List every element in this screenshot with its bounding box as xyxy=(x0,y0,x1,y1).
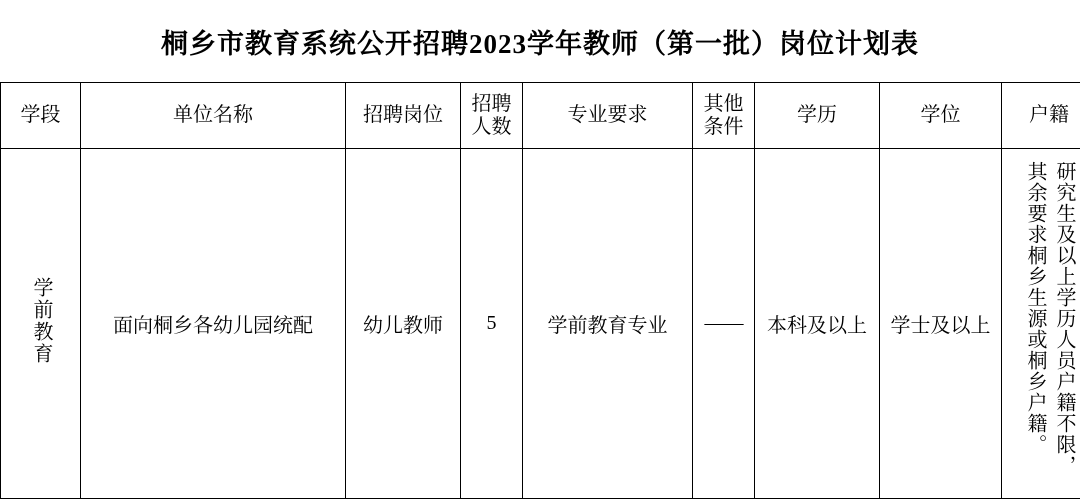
cell-household xyxy=(1002,149,1080,499)
page-title: 桐乡市教育系统公开招聘2023学年教师（第一批）岗位计划表 xyxy=(161,29,919,59)
cell-unit: 面向桐乡各幼儿园统配 xyxy=(81,149,346,499)
table-header xyxy=(1,83,1080,149)
cell-degree: 学士及以上 xyxy=(880,149,1002,499)
column-header-education: 学历 xyxy=(755,83,880,149)
column-header-count: 招聘人数 xyxy=(461,83,523,149)
cell-other: —— xyxy=(693,149,755,499)
recruitment-plan-table xyxy=(0,82,1080,499)
column-header-post: 招聘岗位 xyxy=(346,83,461,149)
cell-stage-text: 学前教育 xyxy=(30,276,52,365)
column-header-other: 其他条件 xyxy=(693,83,755,149)
column-header-household: 户籍 xyxy=(1002,83,1080,149)
cell-education: 本科及以上 xyxy=(755,149,880,499)
cell-major: 学前教育专业 xyxy=(523,149,693,499)
table-body xyxy=(1,149,1080,499)
cell-post: 幼儿教师 xyxy=(346,149,461,499)
column-header-stage: 学段 xyxy=(1,83,81,149)
column-header-degree: 学位 xyxy=(880,83,1002,149)
cell-count: 5 xyxy=(461,149,523,499)
cell-household-text: 研究生及以上学历人员户籍不限，其余要求桐乡生源或桐乡户籍。 xyxy=(1024,160,1075,476)
column-header-major: 专业要求 xyxy=(523,83,693,149)
table-header-row xyxy=(1,83,1080,149)
column-header-unit: 单位名称 xyxy=(81,83,346,149)
table-row xyxy=(1,149,1080,499)
cell-stage xyxy=(1,149,81,499)
